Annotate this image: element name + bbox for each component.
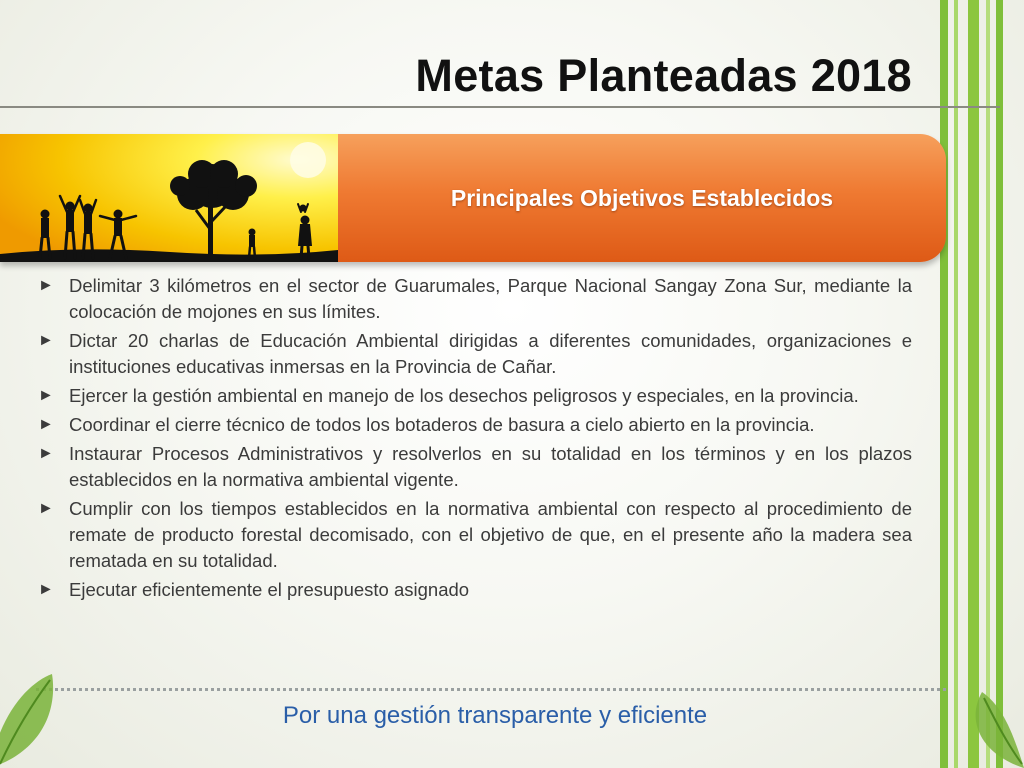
list-item-text: Delimitar 3 kilómetros en el sector de Guarumales, Parque Nacional Sangay Zona Sur, mediante la colocación de mojones en sus límites. [69,275,912,322]
list-item-text: Instaurar Procesos Administrativos y resolverlos en su totalidad en los términos y en los plazos establecidos en la normativa ambiental vigente. [69,443,912,490]
list-item-text: Coordinar el cierre técnico de todos los botaderos de basura a cielo abierto en la provincia. [69,414,815,435]
bullet-arrow-icon: ► [38,387,54,404]
list-item [38,412,912,438]
title-divider [0,106,1000,108]
list-item [38,577,912,603]
footer-slogan: Por una gestión transparente y eficiente [282,702,708,729]
bullet-arrow-icon: ► [38,445,54,462]
bullet-arrow-icon: ► [38,581,54,598]
bullet-arrow-icon: ► [38,277,54,294]
list-item [38,496,912,574]
list-item-text: Ejercer la gestión ambiental en manejo de los desechos peligrosos y especiales, en la provincia. [69,385,859,406]
list-item [38,273,912,325]
bullet-arrow-icon: ► [38,500,54,517]
objectives-list [38,273,912,606]
list-item-text: Cumplir con los tiempos establecidos en la normativa ambiental con respecto al procedimiento de remate de producto forestal decomisado, con el objetivo de que, en el presente año la madera sea rematada en su totalidad. [69,498,912,571]
list-item [38,441,912,493]
list-item-text: Ejecutar eficientemente el presupuesto asignado [69,579,470,600]
list-item [38,328,912,380]
list-item [38,383,912,409]
bullet-arrow-icon: ► [38,332,54,349]
green-stripes-decoration [938,0,1008,768]
objectives-heading: Principales Objetivos Establecidos [450,185,834,211]
footer-divider [36,688,946,691]
silhouettes-tree-sunset-icon [0,134,338,262]
list-item-text: Dictar 20 charlas de Educación Ambiental dirigidas a diferentes comunidades, organizaciones e instituciones educativas inmersas en la Provincia de Cañar. [69,330,912,377]
bullet-arrow-icon: ► [38,416,54,433]
leaf-left-icon [0,672,60,768]
slide-title: Metas Planteadas 2018 [415,50,912,101]
leaf-right-icon [962,690,1024,768]
objectives-banner [0,134,946,262]
